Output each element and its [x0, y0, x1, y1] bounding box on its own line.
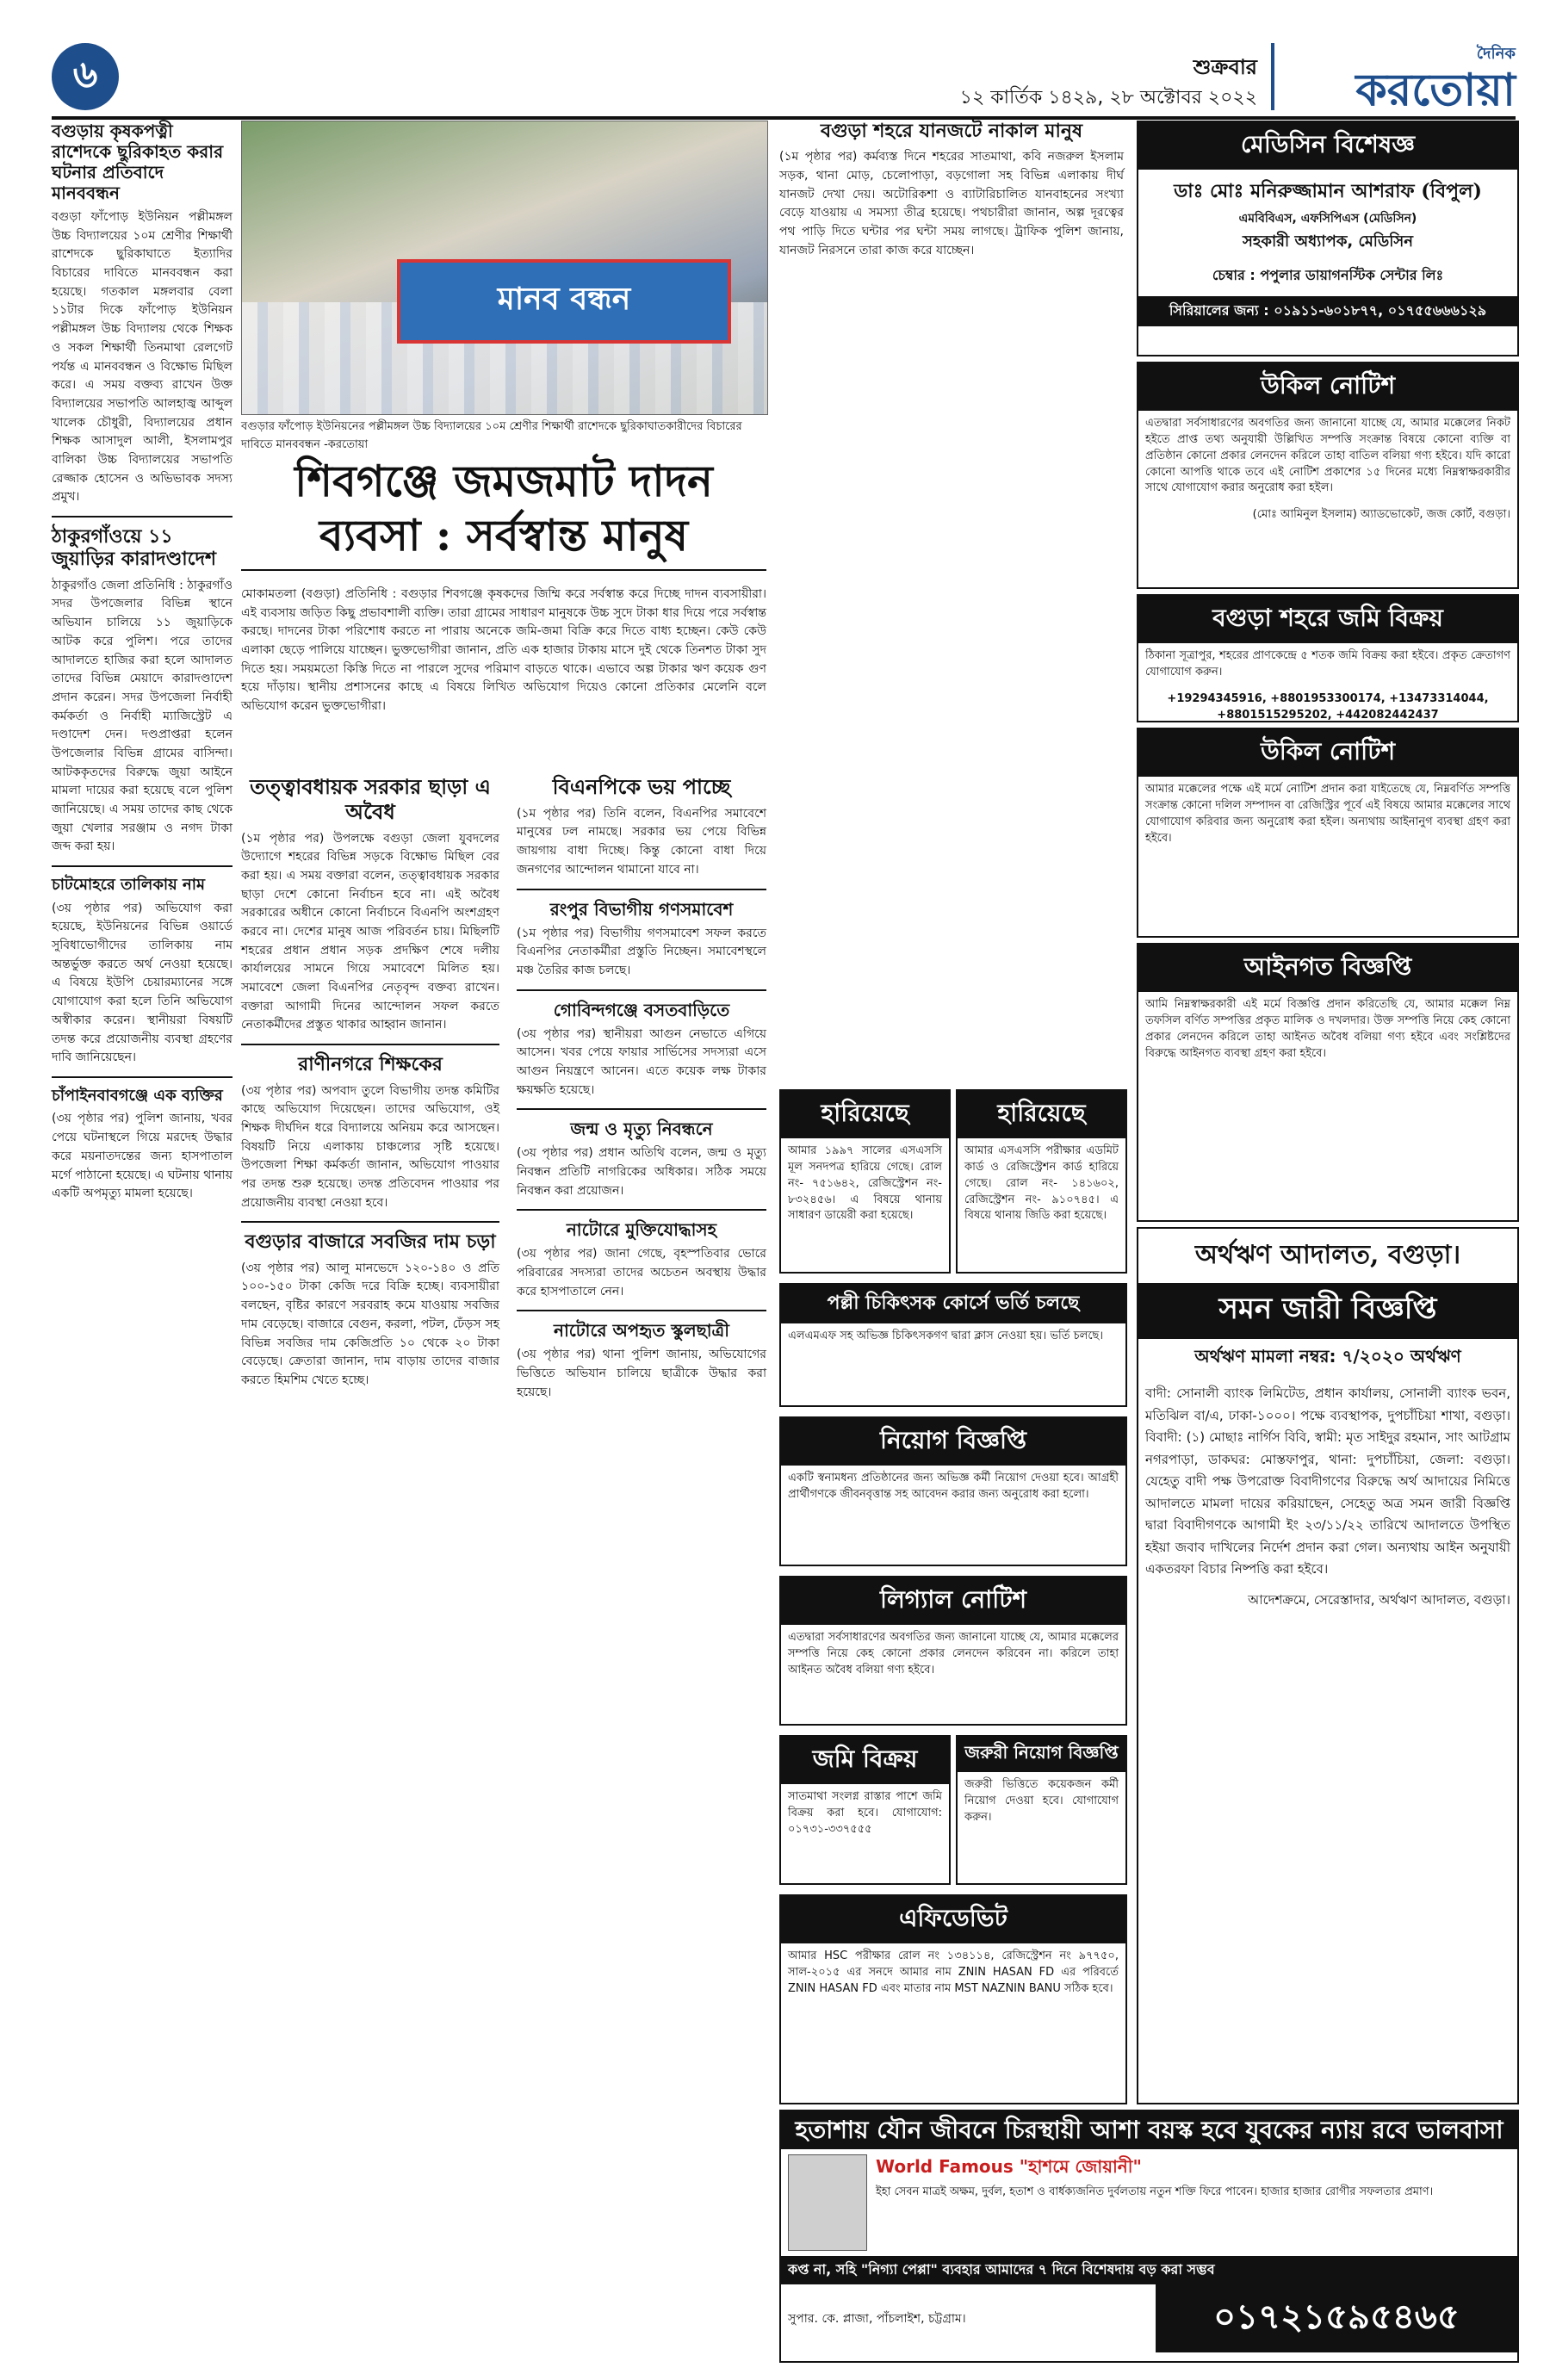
- paper-logo: [1271, 43, 1516, 116]
- summons-notice: [1137, 1227, 1519, 2104]
- center-headline-5: রংপুর বিভাগীয় গণসমাবেশ: [549, 898, 734, 920]
- legal-announcement-title: আইনগত বিজ্ঞপ্তি: [1138, 945, 1517, 992]
- rally-photo: [241, 121, 768, 415]
- legal-announcement: [1137, 943, 1519, 1222]
- doctor-ad-title: মেডিসিন বিশেষজ্ঞ: [1138, 122, 1517, 170]
- legal-notice-body: এতদ্বারা সর্বসাধারণের অবগতির জন্য জানানো যাচ্ছে যে, আমার মক্কেলের সম্পত্তি নিয়ে কেহ কোনো প্রকার লেনদেন করিবেন না। করিলে তাহা আইনত অবৈধ বলিয়া গণ্য হইবে।: [788, 1631, 1119, 1677]
- traffic-headline: বগুড়া শহরে যানজটে নাকাল মানুষ: [820, 121, 1083, 142]
- lost-notice-2-title: হারিয়েছে: [958, 1091, 1125, 1138]
- urgent-job-ad-title: জরুরী নিয়োগ বিজ্ঞপ্তি: [958, 1737, 1125, 1772]
- left-headline-1: বগুড়ায় কৃষকপত্নী রাশেদকে ছুরিকাহত করার ঘটনার প্রতিবাদে মানববন্ধন: [52, 121, 224, 203]
- paper-logo-name: করতোয়া: [1355, 63, 1516, 116]
- summons-body: বাদী: সোনালী ব্যাংক লিমিটেড, প্রধান কার্যালয়, সোনালী ব্যাংক ভবন, মতিঝিল বা/এ, ঢাকা-১০০০। পক্ষে ব্যবস্থাপক, দুপচাঁচিয়া শাখা, বগুড়া। বিবাদী: (১) মোছাঃ নার্গিস বিবি, স্বামী: মৃত সাইদুর রহমান, সাং আটগ্রাম নগরপাড়া, ডাকঘর: মোস্তফাপুর, থানা: দুপচাঁচিয়া, জেলা: বগুড়া। যেহেতু বাদী পক্ষ উপরোক্ত বিবাদীগণের বিরুদ্ধে অর্থ আদায়ের নিমিত্তে আদালতে মামলা দায়ের করিয়াছেন, সেহেতু অত্র সমন জারী বিজ্ঞপ্তি দ্বারা বিবাদীগণকে আগামী ইং ২৩/১১/২২ তারিখে আদালতে উপস্থিত হইয়া জবাব দাখিলের নির্দেশ প্রদান করা গেল। অন্যথায় আইন অনুযায়ী একতরফা বিচার নিষ্পত্তি করা হইবে।: [1145, 1385, 1510, 1577]
- main-headline: শিবগঞ্জে জমজমাট দাদন ব্যবসা : সর্বস্বান্ত মানুষ: [241, 455, 766, 571]
- day-label: শুক্রবার: [1193, 55, 1257, 79]
- affidavit-body: আমার HSC পরীক্ষার রোল নং ১৩৪১১৪, রেজিস্ট্রেশন নং ৯৭৭৫০, সাল-২০১৫ এর সনদে আমার নাম ZNIN HASAN FD এর পরিবর্তে ZNIN HASAN FD এবং মাতার নাম MST NAZNIN BANU সঠিক হবে।: [788, 1949, 1119, 1995]
- health-ad-product: World Famous "হাশমে জোয়ানী": [876, 2156, 1142, 2178]
- job-ad: [779, 1416, 1127, 1566]
- center-headline-2: রাণীনগরে শিক্ষকের: [298, 1054, 443, 1076]
- center-headline-4: বিএনপিকে ভয় পাচ্ছে: [552, 775, 731, 799]
- left-headline-4: চাঁপাইনবাবগঞ্জে এক ব্যক্তির: [52, 1086, 223, 1105]
- doctor-ad: [1137, 121, 1519, 356]
- center-body-2: (৩য় পৃষ্ঠার পর) অপবাদ তুলে বিভাগীয় তদন্ত কমিটির কাছে অভিযোগ দিয়েছেন। তাদের অভিযোগ, ওই শিক্ষক দীর্ঘদিন ধরে বিদ্যালয়ে অনিয়ম করে আসছেন। বিষয়টি নিয়ে এলাকায় চাঞ্চল্যের সৃষ্টি হয়েছে। উপজেলা শিক্ষা কর্মকর্তা জানান, অভিযোগ পাওয়ার পর তদন্ত শুরু হয়েছে। তদন্ত প্রতিবেদন পাওয়ার পর প্রয়োজনীয় ব্যবস্থা নেওয়া হবে।: [241, 1083, 504, 1210]
- lost-notice-1: [779, 1089, 951, 1274]
- center-body-5: (১ম পৃষ্ঠার পর) বিভাগীয় গণসমাবেশ সফল করতে বিএনপির নেতাকর্মীরা প্রস্তুতি নিচ্ছেন। সমাবেশস্থলে মঞ্চ তৈরির কাজ চলছে।: [517, 926, 771, 977]
- land-sale-ad-title: বগুড়া শহরে জমি বিক্রয়: [1138, 596, 1517, 643]
- center-headline-6: গোবিন্দগঞ্জে বসতবাড়িতে: [553, 999, 730, 1020]
- center-body-3: (৩য় পৃষ্ঠার পর) আলু মানভেদে ১২০-১৪০ ও প্রতি ১০০-১৫০ টাকা কেজি দরে বিক্রি হচ্ছে। ব্যবসায়ীরা বলছেন, বৃষ্টির কারণে সরবরাহ কমে যাওয়ায় সবজির দাম বেড়েছে। বাজারে বেগুন, করলা, পটল, ঢেঁড়স সহ বিভিন্ন সবজির দাম কেজিপ্রতি ১০ থেকে ২০ টাকা বেড়েছে। ক্রেতারা জানান, দাম বাড়ায় তাদের বাজার করতে হিমশিম খেতে হচ্ছে।: [241, 1261, 504, 1387]
- doctor-center: চেম্বার : পপুলার ডায়াগনস্টিক সেন্টার লিঃ: [1212, 267, 1444, 283]
- health-ad-note: কপ্ত না, সহি "নিগ্যা পেপ্পা" ব্যবহার আমাদের ৭ দিনে বিশেষদায় বড় করা সম্ভব: [781, 2256, 1517, 2284]
- job-ad-body: একটি স্বনামধন্য প্রতিষ্ঠানের জন্য অভিজ্ঞ কর্মী নিয়োগ দেওয়া হবে। আগ্রহী প্রার্থীগণকে জীবনবৃত্তান্ত সহ আবেদন করার জন্য অনুরোধ করা হলো।: [788, 1472, 1119, 1501]
- lost-notice-2: [956, 1089, 1127, 1274]
- ukil-notice-2-title: উকিল নোটিশ: [1138, 729, 1517, 777]
- ukil-notice-1: [1137, 362, 1519, 589]
- page-number-badge: ৬: [52, 43, 119, 110]
- ukil-notice-1-sign: (মোঃ আমিনুল ইসলাম) অ্যাডভোকেট, জজ কোর্ট, বগুড়া।: [1252, 508, 1510, 522]
- third-column: [779, 121, 1128, 261]
- paper-logo-small: দৈনিক: [1476, 44, 1516, 63]
- center-left-column: [241, 775, 504, 1391]
- doctor-name: ডাঃ মোঃ মনিরুজ্জামান আশরাফ (বিপুল): [1174, 180, 1482, 202]
- legal-announcement-body: আমি নিম্নস্বাক্ষরকারী এই মর্মে বিজ্ঞপ্তি প্রদান করিতেছি যে, আমার মক্কেল নিম্ন তফসিল বর্ণিত সম্পত্তির প্রকৃত মালিক ও দখলদার। উক্ত সম্পত্তি নিয়ে কেহ কোনো প্রকার লেনদেন করিলে তাহা আইনত অবৈধ বলিয়া গণ্য হইবে এবং সংশ্লিষ্টদের বিরুদ্ধে আইনগত ব্যবস্থা গ্রহণ করা হইবে।: [1145, 998, 1510, 1060]
- health-ad: [779, 2110, 1519, 2363]
- center-headline-9: নাটোরে অপহৃত স্কুলছাত্রী: [554, 1320, 729, 1342]
- center-body-9: (৩য় পৃষ্ঠার পর) থানা পুলিশ জানায়, অভিযোগের ভিত্তিতে অভিযান চালিয়ে ছাত্রীকে উদ্ধার করা হয়েছে।: [517, 1348, 771, 1399]
- doctor-portrait: [788, 2154, 867, 2251]
- doctor-position: সহকারী অধ্যাপক, মেডিসিন: [1243, 232, 1413, 251]
- left-column: [52, 121, 237, 1204]
- affidavit-title: এফিডেভিট: [781, 1896, 1125, 1943]
- summons-case-number: অর্থঋণ মামলা নম্বর: ৭/২০২০ অর্থঋণ: [1194, 1346, 1461, 1367]
- job-ad-title: নিয়োগ বিজ্ঞপ্তি: [781, 1418, 1125, 1466]
- traffic-body: (১ম পৃষ্ঠার পর) কর্মব্যস্ত দিনে শহরের সাতমাথা, কবি নজরুল ইসলাম সড়ক, থানা মোড়, চেলোপাড়া, বড়গোলা সহ বিভিন্ন এলাকায় দীর্ঘ যানজট দেখা দেয়। অটোরিকশা ও ব্যাটারিচালিত যানবাহনের সংখ্যা বেড়ে যাওয়ায় এ সমস্যা তীব্র হয়েছে। পথচারীরা জানান, অল্প দূরত্বের পথ পাড়ি দিতে ঘন্টার পর ঘন্টা সময় লাগছে। ট্রাফিক পুলিশ জানায়, যানজট নিরসনে তারা কাজ করে যাচ্ছেন।: [779, 150, 1128, 257]
- main-story: [241, 586, 771, 716]
- course-ad: [779, 1283, 1127, 1407]
- left-body-4: (৩য় পৃষ্ঠার পর) পুলিশ জানায়, খবর পেয়ে ঘটনাস্থলে গিয়ে মরদেহ উদ্ধার করে ময়নাতদন্তের জন্য হাসপাতাল মর্গে পাঠানো হয়েছে। এ ঘটনায় থানায় একটি অপমৃত্যু মামলা হয়েছে।: [52, 1112, 237, 1201]
- lost-notice-1-title: হারিয়েছে: [781, 1091, 949, 1138]
- land-ad-small-title: জমি বিক্রয়: [781, 1737, 949, 1784]
- center-headline-1: তত্ত্বাবধায়ক সরকার ছাড়া এ অবৈধ: [250, 775, 491, 824]
- health-ad-phone: ০১৭২১৫৯৫৪৬৫: [1156, 2284, 1517, 2352]
- legal-notice: [779, 1576, 1127, 1726]
- lost-notice-1-body: আমার ১৯৯৭ সালের এসএসসি মূল সনদপত্র হারিয়ে গেছে। রোল নং- ৭৫১৬৪২, রেজিস্ট্রেশন নং- ৮৩২৪৫৬। এ বিষয়ে থানায় সাধারণ ডায়েরী করা হয়েছে।: [788, 1144, 942, 1223]
- summons-title: সমন জারী বিজ্ঞপ্তি: [1138, 1283, 1517, 1339]
- photo-banner: মানব বন্ধন: [397, 259, 731, 344]
- left-body-1: বগুড়া ফাঁপোড় ইউনিয়ন পল্লীমঙ্গল উচ্চ বিদ্যালয়ের ১০ম শ্রেণীর শিক্ষার্থী রাশেদকে ছুরিকাঘাতে ইত্যাদির বিচারের দাবিতে মানববন্ধন করা হয়েছে। গতকাল মঙ্গলবার বেলা ১১টার দিকে ফাঁপোড় ইউনিয়ন পল্লীমঙ্গল উচ্চ বিদ্যালয় থেকে শিক্ষক ও সকল শিক্ষার্থী তিনমাথা রেলগেট পর্যন্ত এ মানববন্ধন ও বিক্ষোভ মিছিল করে। এ সময় বক্তব্য রাখেন উক্ত বিদ্যালয়ের সভাপতি আলহাজ্ব আব্দুল খালেক চৌধুরী, বিদ্যালয়ের প্রধান শিক্ষক আসাদুল আলী, ইসলামপুর বালিকা উচ্চ বিদ্যালয়ের সভাপতি রেজ্জাক হোসেন ও অভিভাবক সদস্য প্রমুখ।: [52, 210, 237, 505]
- center-body-6: (৩য় পৃষ্ঠার পর) স্থানীয়রা আগুন নেভাতে এগিয়ে আসেন। খবর পেয়ে ফায়ার সার্ভিসের সদস্যরা এসে আগুন নিয়ন্ত্রণে আনেন। এতে কয়েক লক্ষ টাকার ক্ষয়ক্ষতি হয়েছে।: [517, 1026, 771, 1097]
- land-sale-ad-body: ঠিকানা সূত্রাপুর, শহরের প্রাণকেন্দ্রে ৫ শতক জমি বিক্রয় করা হইবে। প্রকৃত ক্রেতাগণ যোগাযোগ করুন।: [1145, 649, 1510, 679]
- left-headline-3: চাটমোহরে তালিকায় নাম: [52, 876, 205, 895]
- land-ad-small: [779, 1735, 951, 1885]
- land-sale-ad: [1137, 594, 1519, 722]
- urgent-job-ad-body: জরুরী ভিত্তিতে কয়েকজন কর্মী নিয়োগ দেওয়া হবে। যোগাযোগ করুন।: [964, 1778, 1119, 1824]
- health-ad-address: সুপার. কে. প্লাজা, পাঁচলাইশ, চট্টগ্রাম।: [788, 2311, 966, 2326]
- ukil-notice-1-body: এতদ্বারা সর্বসাধারণের অবগতির জন্য জানানো যাচ্ছে যে, আমার মক্কেলের নিকট হইতে প্রাপ্ত তথ্য অনুযায়ী উল্লিখিত সম্পত্তি সংক্রান্ত বিষয়ে কোনো ব্যক্তি বা প্রতিষ্ঠান কোনো প্রকার লেনদেন করিলে তাহা বাতিল বলিয়া গণ্য হইবে। যদি কারো কোনো আপত্তি থাকে তবে এই নোটিশ প্রকাশের ১৫ দিনের মধ্যে নিম্নস্বাক্ষরকারীর সাথে যোগাযোগ করার অনুরোধ করা হইল।: [1145, 417, 1510, 495]
- photo-caption: বগুড়ার ফাঁপোড় ইউনিয়নের পল্লীমঙ্গল উচ্চ বিদ্যালয়ের ১০ম শ্রেণীর শিক্ষার্থী রাশেদকে ছুরিকাঘাতকারীদের বিচারের দাবিতে মানববন্ধন -করতোয়া: [241, 420, 742, 451]
- health-ad-headline: হতাশায় যৌন জীবনে চিরস্থায়ী আশা বয়স্ক হবে যুবকের ন্যায় রবে ভালবাসা: [781, 2111, 1517, 2149]
- health-ad-body: ইহা সেবন মাত্রই অক্ষম, দুর্বল, হতাশ ও বার্ধক্যজনিত দুর্বলতায় নতুন শক্তি ফিরে পাবেন। হাজার হাজার রোগীর সফলতার প্রমাণ।: [876, 2185, 1434, 2199]
- course-ad-body: এলএমএফ সহ অভিজ্ঞ চিকিৎসকগণ দ্বারা ক্লাস নেওয়া হয়। ভর্তি চলছে।: [788, 1329, 1104, 1342]
- lost-notice-2-body: আমার এসএসসি পরীক্ষার এডমিট কার্ড ও রেজিস্ট্রেশন কার্ড হারিয়ে গেছে। রোল নং- ১৪১৬০২, রেজিস্ট্রেশন নং- ৯১০৭৪৫। এ বিষয়ে থানায় জিডি করা হয়েছে।: [964, 1144, 1119, 1223]
- summons-sign: আদেশক্রমে, সেরেস্তাদার, অর্থঋণ আদালত, বগুড়া।: [1248, 1591, 1510, 1608]
- ukil-notice-1-title: উকিল নোটিশ: [1138, 363, 1517, 411]
- legal-notice-title: লিগ্যাল নোটিশ: [781, 1577, 1125, 1625]
- center-headline-3: বগুড়ার বাজারে সবজির দাম চড়া: [245, 1231, 496, 1254]
- health-ad-content: [781, 2149, 1517, 2256]
- left-body-3: (৩য় পৃষ্ঠার পর) অভিযোগ করা হয়েছে, ইউনিয়নের বিভিন্ন ওয়ার্ডে সুবিধাভোগীদের তালিকায় নাম অন্তর্ভুক্ত করতে অর্থ নেওয়া হয়েছে। এ বিষয়ে ইউপি চেয়ারম্যানের সঙ্গে যোগাযোগ করা হলে তিনি অভিযোগ অস্বীকার করেন। স্থানীয়রা বিষয়টি তদন্ত করে প্রয়োজনীয় ব্যবস্থা গ্রহণের দাবি জানিয়েছেন।: [52, 901, 237, 1065]
- course-ad-title: পল্লী চিকিৎসক কোর্সে ভর্তি চলছে: [781, 1285, 1125, 1323]
- center-body-4: (১ম পৃষ্ঠার পর) তিনি বলেন, বিএনপির সমাবেশে মানুষের ঢল নামছে। সরকার ভয় পেয়ে বিভিন্ন জায়গায় বাধা দিচ্ছে। কিন্তু কোনো বাধা দিয়ে জনগণের আন্দোলন থামানো যাবে না।: [517, 806, 771, 877]
- date-line: ১২ কার্তিক ১৪২৯, ২৮ অক্টোবর ২০২২: [959, 87, 1257, 108]
- doctor-phone: সিরিয়ালের জন্য : ০১৯১১-৬০১৮৭৭, ০১৭৫৫৬৬৬১২৯: [1138, 296, 1517, 326]
- court-title: অর্থঋণ আদালত, বগুড়া।: [1194, 1240, 1461, 1270]
- masthead: [52, 43, 1516, 120]
- center-headline-8: নাটোরে মুক্তিযোদ্ধাসহ: [566, 1219, 717, 1241]
- center-body-1: (১ম পৃষ্ঠার পর) উপলক্ষে বগুড়া জেলা যুবদলের উদ্যোগে শহরের বিভিন্ন সড়কে বিক্ষোভ মিছিল বের করা হয়। এ সময় বক্তারা বলেন, তত্ত্বাবধায়ক সরকার ছাড়া দেশে কোনো নির্বাচন হবে না। এই অবৈধ সরকারের অধীনে কোনো নির্বাচনে বিএনপি অংশগ্রহণ করবে না। দেশের মানুষ আজ পরিবর্তন চায়। মিছিলটি শহরের প্রধান প্রধান সড়ক প্রদক্ষিণ শেষে দলীয় কার্যালয়ের সামনে গিয়ে সমাবেশে মিলিত হয়। সমাবেশে জেলা বিএনপির নেতৃবৃন্দ বক্তব্য রাখেন। বক্তারা আগামী দিনের আন্দোলন সফল করতে নেতাকর্মীদের প্রস্তুত থাকার আহ্বান জানান।: [241, 831, 504, 1032]
- doctor-degree: এমবিবিএস, এফসিপিএস (মেডিসিন): [1238, 212, 1417, 226]
- center-right-column: [517, 775, 771, 1403]
- land-ad-small-body: সাতমাথা সংলগ্ন রাস্তার পাশে জমি বিক্রয় করা হবে। যোগাযোগ: ০১৭৩১-৩৩৭৫৫৫: [788, 1790, 942, 1836]
- ukil-notice-2: [1137, 728, 1519, 938]
- center-body-7: (৩য় পৃষ্ঠার পর) প্রধান অতিথি বলেন, জন্ম ও মৃত্যু নিবন্ধন প্রতিটি নাগরিকের অধিকার। সঠিক সময়ে নিবন্ধন করা প্রয়োজন।: [517, 1146, 771, 1198]
- center-headline-7: জন্ম ও মৃত্যু নিবন্ধনে: [570, 1119, 713, 1140]
- land-sale-ad-phones: +19294345916, +8801953300174, +13473314044, +8801515295202, +442082442437: [1167, 691, 1489, 722]
- main-story-body: মোকামতলা (বগুড়া) প্রতিনিধি : বগুড়ার শিবগঞ্জে কৃষকদের জিম্মি করে সর্বস্বান্ত করে দিচ্ছে দাদন ব্যবসায়ীরা। এই ব্যবসায় জড়িত কিছু প্রভাবশালী ব্যক্তি। তারা গ্রামের সাধারণ মানুষকে উচ্চ সুদে টাকা ধার দিয়ে পরে সর্বস্বান্ত করছে। দাদনের টাকা পরিশোধ করতে না পারায় অনেকে জমি-জমা বিক্রি করে দিতে বাধ্য হচ্ছেন। কেউ কেউ এলাকা ছেড়ে পালিয়ে যাচ্ছেন। ভুক্তভোগীরা জানান, প্রতি এক হাজার টাকায় মাসে দুই থেকে তিনশত টাকা সুদ দিতে হয়। সময়মতো কিস্তি দিতে না পারলে সুদের পরিমাণ বাড়তে থাকে। এভাবে অল্প টাকার ঋণ কয়েক গুণ হয়ে দাঁড়ায়। স্থানীয় প্রশাসনের কাছে এ বিষয়ে লিখিত অভিযোগ দিয়েও কোনো প্রতিকার মেলেনি বলে অভিযোগ করেন ভুক্তভোগীরা।: [241, 587, 771, 714]
- ukil-notice-2-body: আমার মক্কেলের পক্ষে এই মর্মে নোটিশ প্রদান করা যাইতেছে যে, নিম্নবর্ণিত সম্পত্তি সংক্রান্ত কোনো দলিল সম্পাদন বা রেজিস্ট্রির পূর্বে এই বিষয়ে আমার মক্কেলের সাথে যোগাযোগ করিবার জন্য অনুরোধ করা হইল। অন্যথায় আইনানুগ ব্যবস্থা গ্রহণ করা হইবে।: [1145, 783, 1510, 845]
- left-body-2: ঠাকুরগাঁও জেলা প্রতিনিধি : ঠাকুরগাঁও সদর উপজেলার বিভিন্ন স্থানে অভিযান চালিয়ে ১১ জুয়াড়িকে আটক করে পুলিশ। পরে তাদের আদালতে হাজির করা হলে আদালত তাদের বিভিন্ন মেয়াদে কারাদণ্ডাদেশ প্রদান করেন। সদর উপজেলা নির্বাহী কর্মকর্তা ও নির্বাহী ম্যাজিস্ট্রেট এ দণ্ডাদেশ দেন। দণ্ডপ্রাপ্তরা হলেন উপজেলার বিভিন্ন গ্রামের বাসিন্দা। আটককৃতদের বিরুদ্ধে জুয়া আইনে মামলা দায়ের করা হয়েছে বলে পুলিশ জানিয়েছে। এ সময় তাদের কাছ থেকে জুয়া খেলার সরঞ্জাম ও নগদ টাকা জব্দ করা হয়।: [52, 578, 237, 854]
- urgent-job-ad: [956, 1735, 1127, 1885]
- affidavit: [779, 1894, 1127, 2104]
- left-headline-2: ঠাকুরগাঁওয়ে ১১ জুয়াড়ির কারাদণ্ডাদেশ: [52, 526, 217, 571]
- center-body-8: (৩য় পৃষ্ঠার পর) জানা গেছে, বৃহস্পতিবার ভোরে পরিবারের সদস্যরা তাদের অচেতন অবস্থায় উদ্ধার করে হাসপাতালে নেন।: [517, 1247, 771, 1298]
